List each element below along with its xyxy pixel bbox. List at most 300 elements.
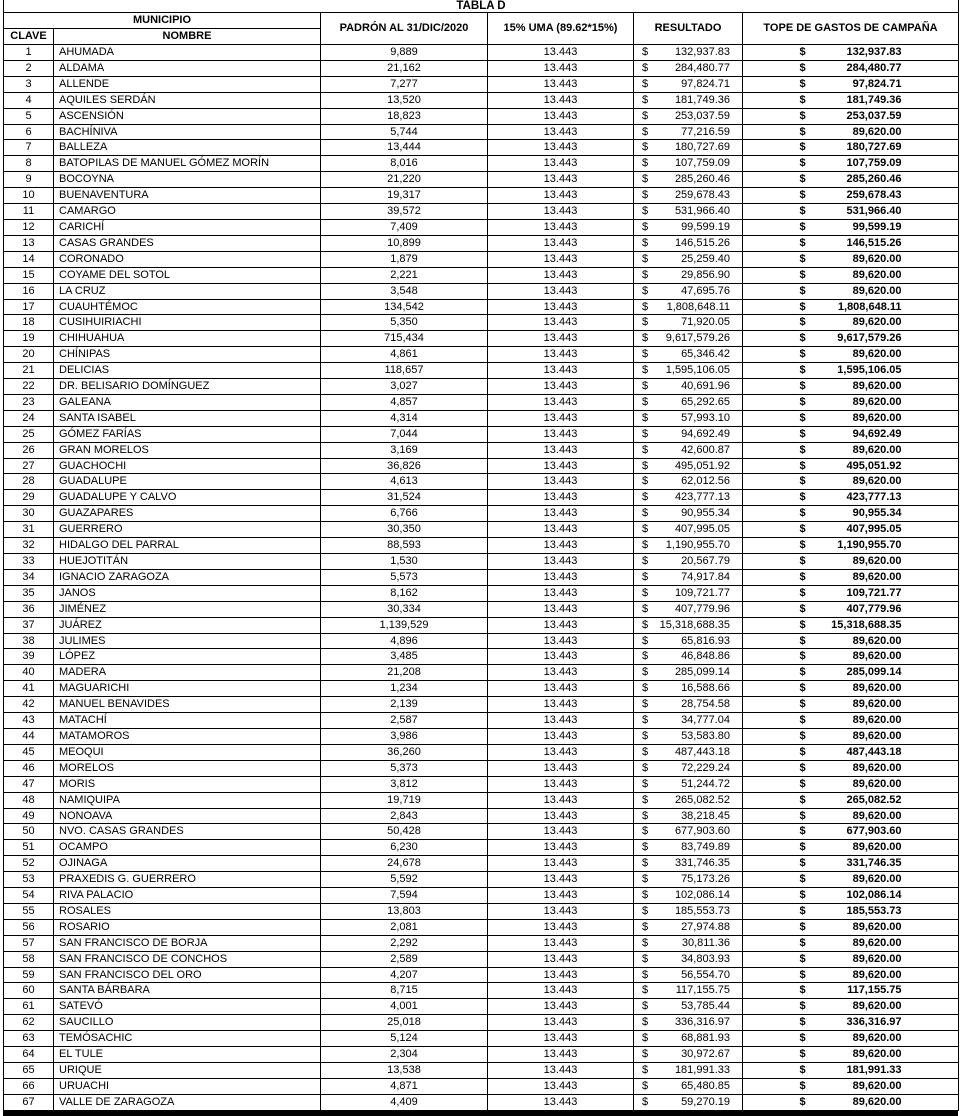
cell-uma: 13.443: [488, 219, 634, 235]
table-row: [4, 856, 959, 872]
cell-padron: 7,277: [321, 76, 488, 92]
cell-uma: 13.443: [488, 299, 634, 315]
cell-nombre: TEMÓSACHIC: [54, 1031, 321, 1047]
table-row: [4, 204, 959, 220]
cell-uma: 13.443: [488, 665, 634, 681]
tope-amount: 259,678.43: [846, 189, 902, 202]
table-row: [4, 601, 959, 617]
currency-symbol: $: [799, 634, 806, 647]
cell-clave: 51: [4, 840, 54, 856]
cell-clave: 37: [4, 617, 54, 633]
currency-symbol: $: [799, 777, 806, 790]
cell-resultado: [634, 458, 743, 474]
cell-uma: 13.443: [488, 776, 634, 792]
cell-clave: 12: [4, 219, 54, 235]
cell-clave: 24: [4, 410, 54, 426]
resultado-amount: 40,691.96: [681, 380, 730, 393]
cell-padron: 6,230: [321, 840, 488, 856]
cell-uma: 13.443: [488, 681, 634, 697]
cell-padron: 7,594: [321, 888, 488, 904]
currency-symbol: $: [642, 968, 649, 981]
cell-tope: [743, 967, 959, 983]
tope-amount: 89,620.00: [852, 284, 902, 297]
cell-padron: 21,162: [321, 60, 488, 76]
table-row: [4, 649, 959, 665]
cell-uma: 13.443: [488, 888, 634, 904]
cell-padron: 8,715: [321, 983, 488, 999]
cell-nombre: BATOPILAS DE MANUEL GÓMEZ MORÍN: [54, 156, 321, 172]
table-row: [4, 633, 959, 649]
cell-nombre: JULIMES: [54, 633, 321, 649]
cell-tope: [743, 474, 959, 490]
currency-symbol: $: [799, 1016, 806, 1029]
cell-nombre: GRAN MORELOS: [54, 442, 321, 458]
table-row: [4, 124, 959, 140]
cell-clave: 33: [4, 554, 54, 570]
currency-symbol: $: [642, 475, 649, 488]
cell-nombre: AHUMADA: [54, 45, 321, 61]
cell-nombre: VALLE DE ZARAGOZA: [54, 1094, 321, 1110]
cell-uma: 13.443: [488, 92, 634, 108]
cell-tope: [743, 204, 959, 220]
currency-symbol: $: [799, 395, 806, 408]
cell-tope: [743, 554, 959, 570]
header-resultado: RESULTADO: [634, 13, 743, 45]
cell-clave: 61: [4, 999, 54, 1015]
cell-padron: 13,538: [321, 1063, 488, 1079]
cell-uma: 13.443: [488, 872, 634, 888]
resultado-amount: 83,749.89: [681, 841, 730, 854]
table-row: [4, 967, 959, 983]
cell-tope: [743, 108, 959, 124]
table-row: [4, 538, 959, 554]
cell-uma: 13.443: [488, 76, 634, 92]
currency-symbol: $: [642, 936, 649, 949]
cell-nombre: GUADALUPE Y CALVO: [54, 490, 321, 506]
cell-resultado: [634, 60, 743, 76]
cell-clave: 8: [4, 156, 54, 172]
currency-symbol: $: [799, 125, 806, 138]
cell-nombre: MORELOS: [54, 760, 321, 776]
cell-nombre: SAN FRANCISCO DE CONCHOS: [54, 951, 321, 967]
cell-nombre: MATAMOROS: [54, 728, 321, 744]
cell-resultado: [634, 92, 743, 108]
table-row: [4, 442, 959, 458]
cell-nombre: ROSALES: [54, 903, 321, 919]
cell-uma: 13.443: [488, 410, 634, 426]
table-row: [4, 394, 959, 410]
header-municipio-group: MUNICIPIO: [4, 13, 321, 29]
cell-clave: 50: [4, 824, 54, 840]
cell-tope: [743, 728, 959, 744]
tope-amount: 407,779.96: [846, 602, 902, 615]
currency-symbol: $: [799, 205, 806, 218]
currency-symbol: $: [642, 602, 649, 615]
cell-resultado: [634, 935, 743, 951]
resultado-amount: 28,754.58: [681, 698, 730, 711]
tope-amount: 90,955.34: [852, 507, 902, 520]
cell-uma: 13.443: [488, 554, 634, 570]
cell-padron: 31,524: [321, 490, 488, 506]
resultado-amount: 407,779.96: [674, 602, 730, 615]
cell-nombre: MAGUARICHI: [54, 681, 321, 697]
currency-symbol: $: [799, 109, 806, 122]
tope-amount: 407,995.05: [846, 523, 902, 536]
cell-padron: 5,592: [321, 872, 488, 888]
cell-uma: 13.443: [488, 967, 634, 983]
table-row: [4, 585, 959, 601]
cell-tope: [743, 506, 959, 522]
tope-amount: 89,620.00: [852, 443, 902, 456]
cell-nombre: DR. BELISARIO DOMÍNGUEZ: [54, 379, 321, 395]
tope-amount: 89,620.00: [852, 125, 902, 138]
cell-tope: [743, 649, 959, 665]
table-row: [4, 506, 959, 522]
cell-tope: [743, 538, 959, 554]
cell-resultado: [634, 697, 743, 713]
currency-symbol: $: [799, 857, 806, 870]
currency-symbol: $: [799, 873, 806, 886]
cell-nombre: CHÍNIPAS: [54, 347, 321, 363]
currency-symbol: $: [799, 316, 806, 329]
currency-symbol: $: [799, 380, 806, 393]
table-row: [4, 1078, 959, 1094]
cell-clave: 4: [4, 92, 54, 108]
currency-symbol: $: [799, 841, 806, 854]
cell-tope: [743, 156, 959, 172]
resultado-amount: 285,099.14: [674, 666, 730, 679]
currency-symbol: $: [642, 777, 649, 790]
table-row: [4, 840, 959, 856]
cell-resultado: [634, 633, 743, 649]
cell-padron: 2,843: [321, 808, 488, 824]
table-row: [4, 458, 959, 474]
cell-clave: 58: [4, 951, 54, 967]
cell-resultado: [634, 347, 743, 363]
currency-symbol: $: [642, 1016, 649, 1029]
cell-nombre: ALLENDE: [54, 76, 321, 92]
resultado-amount: 20,567.79: [681, 555, 730, 567]
table-row: [4, 776, 959, 792]
cell-clave: 46: [4, 760, 54, 776]
cell-padron: 2,081: [321, 919, 488, 935]
cell-resultado: [634, 713, 743, 729]
resultado-amount: 65,816.93: [681, 634, 730, 647]
cell-nombre: CARICHÍ: [54, 219, 321, 235]
table-row: [4, 188, 959, 204]
cell-padron: 30,334: [321, 601, 488, 617]
cell-nombre: RIVA PALACIO: [54, 888, 321, 904]
currency-symbol: $: [799, 889, 806, 902]
cell-nombre: GUACHOCHI: [54, 458, 321, 474]
resultado-amount: 56,554.70: [681, 968, 730, 981]
cell-clave: 2: [4, 60, 54, 76]
table-row: [4, 617, 959, 633]
tope-amount: 89,620.00: [852, 475, 902, 488]
tope-amount: 89,620.00: [852, 1095, 902, 1108]
currency-symbol: $: [799, 1095, 806, 1108]
cell-resultado: [634, 251, 743, 267]
cell-uma: 13.443: [488, 506, 634, 522]
cell-nombre: OJINAGA: [54, 856, 321, 872]
tope-amount: 677,903.60: [846, 825, 902, 838]
cell-padron: 4,861: [321, 347, 488, 363]
cell-resultado: [634, 363, 743, 379]
currency-symbol: $: [799, 523, 806, 536]
cell-resultado: [634, 601, 743, 617]
cell-clave: 39: [4, 649, 54, 665]
currency-symbol: $: [799, 570, 806, 583]
cell-resultado: [634, 76, 743, 92]
currency-symbol: $: [799, 761, 806, 774]
cell-nombre: CUSIHUIRIACHI: [54, 315, 321, 331]
cell-padron: 3,812: [321, 776, 488, 792]
cell-padron: 3,548: [321, 283, 488, 299]
tope-amount: 89,620.00: [852, 952, 902, 965]
tope-amount: 89,620.00: [852, 1048, 902, 1061]
table-row: [4, 935, 959, 951]
currency-symbol: $: [642, 189, 649, 202]
resultado-amount: 90,955.34: [681, 507, 730, 520]
cell-clave: 38: [4, 633, 54, 649]
cell-tope: [743, 92, 959, 108]
resultado-amount: 59,270.19: [681, 1095, 730, 1108]
cell-uma: 13.443: [488, 156, 634, 172]
currency-symbol: $: [642, 714, 649, 727]
currency-symbol: $: [642, 920, 649, 933]
cell-nombre: SAN FRANCISCO DEL ORO: [54, 967, 321, 983]
cell-nombre: BACHÍNIVA: [54, 124, 321, 140]
cell-nombre: MORIS: [54, 776, 321, 792]
cell-padron: 3,485: [321, 649, 488, 665]
cell-uma: 13.443: [488, 1094, 634, 1110]
currency-symbol: $: [799, 650, 806, 663]
cell-padron: 2,139: [321, 697, 488, 713]
cell-clave: 47: [4, 776, 54, 792]
cell-padron: 2,589: [321, 951, 488, 967]
currency-symbol: $: [642, 904, 649, 917]
table-row: [4, 363, 959, 379]
cell-uma: 13.443: [488, 426, 634, 442]
cell-resultado: [634, 379, 743, 395]
currency-symbol: $: [799, 189, 806, 202]
currency-symbol: $: [799, 904, 806, 917]
cell-tope: [743, 140, 959, 156]
cell-clave: 25: [4, 426, 54, 442]
cell-padron: 3,027: [321, 379, 488, 395]
resultado-amount: 97,824.71: [681, 77, 730, 90]
resultado-amount: 117,155.75: [675, 984, 730, 997]
currency-symbol: $: [799, 729, 806, 742]
resultado-amount: 107,759.09: [674, 157, 730, 170]
cell-resultado: [634, 728, 743, 744]
tope-amount: 423,777.13: [846, 491, 902, 504]
cell-resultado: [634, 156, 743, 172]
cell-padron: 2,221: [321, 267, 488, 283]
table-row: [4, 697, 959, 713]
resultado-amount: 531,966.40: [674, 205, 730, 218]
cell-uma: 13.443: [488, 108, 634, 124]
cell-tope: [743, 617, 959, 633]
cell-nombre: GUADALUPE: [54, 474, 321, 490]
header-clave: CLAVE: [4, 29, 54, 45]
cell-padron: 39,572: [321, 204, 488, 220]
cell-uma: 13.443: [488, 490, 634, 506]
cell-uma: 13.443: [488, 140, 634, 156]
cell-uma: 13.443: [488, 1078, 634, 1094]
cell-resultado: [634, 490, 743, 506]
cell-nombre: CHIHUAHUA: [54, 331, 321, 347]
cell-tope: [743, 426, 959, 442]
cell-nombre: URIQUE: [54, 1063, 321, 1079]
cell-padron: 8,162: [321, 585, 488, 601]
cell-tope: [743, 840, 959, 856]
currency-symbol: $: [642, 889, 649, 902]
currency-symbol: $: [642, 77, 649, 90]
resultado-amount: 65,480.85: [681, 1079, 730, 1092]
cell-tope: [743, 888, 959, 904]
cell-padron: 13,520: [321, 92, 488, 108]
table-row: [4, 919, 959, 935]
currency-symbol: $: [642, 427, 649, 440]
cell-clave: 20: [4, 347, 54, 363]
cell-clave: 18: [4, 315, 54, 331]
cell-tope: [743, 681, 959, 697]
cell-nombre: JUÁREZ: [54, 617, 321, 633]
cell-resultado: [634, 554, 743, 570]
table-row: [4, 872, 959, 888]
tope-amount: 253,037.59: [846, 109, 902, 122]
cell-uma: 13.443: [488, 569, 634, 585]
table-row: [4, 1047, 959, 1063]
cell-resultado: [634, 283, 743, 299]
currency-symbol: $: [799, 236, 806, 249]
currency-symbol: $: [642, 952, 649, 965]
cell-tope: [743, 1094, 959, 1110]
table-row: [4, 331, 959, 347]
tope-amount: 336,316.97: [846, 1016, 902, 1029]
cell-tope: [743, 235, 959, 251]
cell-nombre: LA CRUZ: [54, 283, 321, 299]
cell-nombre: CORONADO: [54, 251, 321, 267]
tope-amount: 117,155.75: [847, 984, 902, 997]
cell-resultado: [634, 808, 743, 824]
currency-symbol: $: [642, 873, 649, 886]
cell-uma: 13.443: [488, 1015, 634, 1031]
cell-resultado: [634, 1063, 743, 1079]
tope-amount: 89,620.00: [852, 1079, 902, 1092]
resultado-amount: 62,012.56: [681, 475, 730, 488]
currency-symbol: $: [799, 284, 806, 297]
tope-amount: 9,617,579.26: [837, 332, 902, 345]
currency-symbol: $: [799, 300, 806, 313]
tope-amount: 284,480.77: [846, 61, 902, 74]
cell-resultado: [634, 299, 743, 315]
cell-uma: 13.443: [488, 999, 634, 1015]
cell-uma: 13.443: [488, 617, 634, 633]
cell-tope: [743, 331, 959, 347]
table-row: [4, 744, 959, 760]
currency-symbol: $: [642, 698, 649, 711]
tope-amount: 146,515.26: [846, 236, 902, 249]
cell-tope: [743, 856, 959, 872]
cell-clave: 6: [4, 124, 54, 140]
currency-symbol: $: [642, 220, 649, 233]
resultado-amount: 34,803.93: [681, 952, 730, 965]
cell-padron: 118,657: [321, 363, 488, 379]
cell-clave: 67: [4, 1094, 54, 1110]
currency-symbol: $: [799, 714, 806, 727]
cell-uma: 13.443: [488, 840, 634, 856]
cell-tope: [743, 45, 959, 61]
tope-amount: 89,620.00: [852, 841, 902, 854]
cell-uma: 13.443: [488, 172, 634, 188]
cell-clave: 19: [4, 331, 54, 347]
cell-clave: 64: [4, 1047, 54, 1063]
cell-resultado: [634, 1078, 743, 1094]
resultado-amount: 27,974.88: [681, 920, 730, 933]
resultado-amount: 146,515.26: [674, 236, 730, 249]
cell-resultado: [634, 267, 743, 283]
cell-uma: 13.443: [488, 697, 634, 713]
cell-resultado: [634, 617, 743, 633]
tope-amount: 89,620.00: [852, 920, 902, 933]
currency-symbol: $: [799, 1048, 806, 1061]
cell-padron: 1,234: [321, 681, 488, 697]
cell-nombre: PRAXEDIS G. GUERRERO: [54, 872, 321, 888]
cell-resultado: [634, 585, 743, 601]
cell-padron: 36,260: [321, 744, 488, 760]
cell-nombre: GÓMEZ FARÍAS: [54, 426, 321, 442]
tope-amount: 265,082.52: [846, 793, 902, 806]
currency-symbol: $: [799, 1079, 806, 1092]
cell-nombre: BOCOYNA: [54, 172, 321, 188]
tope-amount: 89,620.00: [852, 395, 902, 408]
table-row: [4, 888, 959, 904]
table-row: [4, 490, 959, 506]
cell-resultado: [634, 172, 743, 188]
cell-nombre: NONOAVA: [54, 808, 321, 824]
cell-resultado: [634, 840, 743, 856]
currency-symbol: $: [642, 1079, 649, 1092]
tope-amount: 109,721.77: [846, 586, 902, 599]
currency-symbol: $: [799, 920, 806, 933]
cell-resultado: [634, 140, 743, 156]
currency-symbol: $: [642, 1048, 649, 1061]
cell-uma: 13.443: [488, 951, 634, 967]
cell-nombre: CASAS GRANDES: [54, 235, 321, 251]
cell-resultado: [634, 1015, 743, 1031]
cell-tope: [743, 219, 959, 235]
cell-nombre: OCAMPO: [54, 840, 321, 856]
tope-amount: 180,727.69: [846, 141, 902, 154]
cell-nombre: HIDALGO DEL PARRAL: [54, 538, 321, 554]
table-row: [4, 283, 959, 299]
cell-nombre: JANOS: [54, 585, 321, 601]
currency-symbol: $: [799, 443, 806, 456]
cell-uma: 13.443: [488, 474, 634, 490]
tope-amount: 495,051.92: [846, 459, 902, 472]
cell-resultado: [634, 744, 743, 760]
tope-amount: 99,599.19: [852, 220, 902, 233]
cell-uma: 13.443: [488, 649, 634, 665]
resultado-amount: 336,316.97: [674, 1016, 730, 1029]
cell-padron: 6,766: [321, 506, 488, 522]
table-row: [4, 315, 959, 331]
cell-nombre: ASCENSIÓN: [54, 108, 321, 124]
cell-tope: [743, 347, 959, 363]
cell-resultado: [634, 1047, 743, 1063]
